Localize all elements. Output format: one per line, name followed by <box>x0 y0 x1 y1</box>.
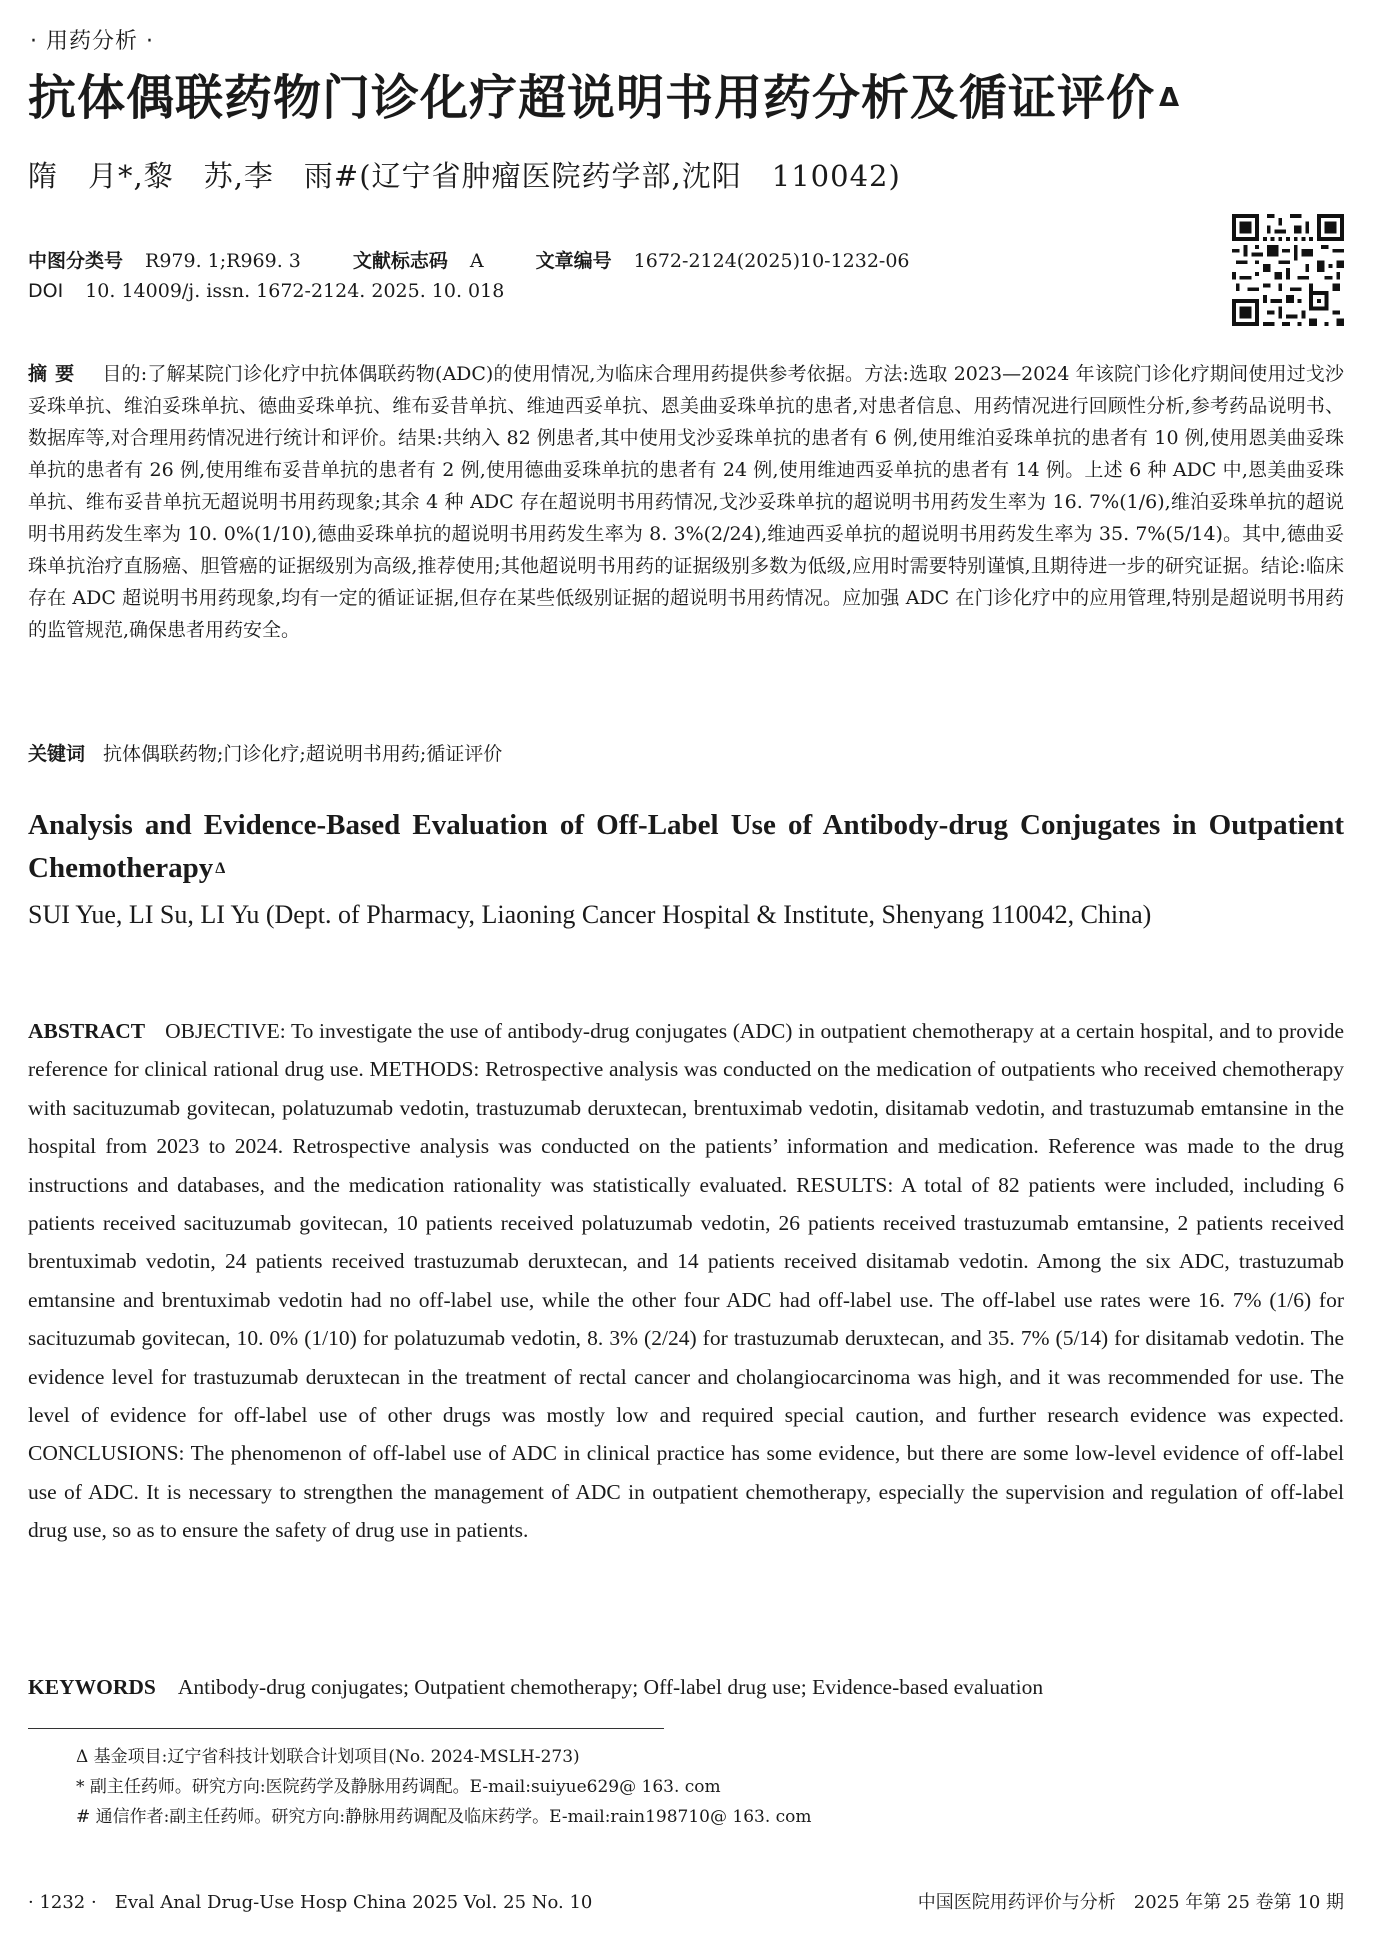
clc-value: R979. 1;R969. 3 <box>145 250 301 272</box>
footer-journal-en: · 1232 · Eval Anal Drug-Use Hosp China 2025 Vol. 25 No. 10 <box>28 1892 593 1913</box>
chinese-keywords-label: 关键词 <box>28 743 86 765</box>
chinese-abstract-label: 摘要 <box>28 363 83 385</box>
chinese-keywords-text: 抗体偶联药物;门诊化疗;超说明书用药;循证评价 <box>103 743 503 765</box>
english-author-line: SUI Yue, LI Su, LI Yu (Dept. of Pharmacy, Liaoning Cancer Hospital & Institute, Shenyang 110042, China) <box>28 900 1152 929</box>
footnote-divider <box>28 1728 664 1729</box>
title-text: 抗体偶联药物门诊化疗超说明书用药分析及循证评价 <box>28 70 1156 126</box>
english-title-footnote-mark: Δ <box>215 860 226 877</box>
footnote-first-author: * 副主任药师。研究方向:医院药学及静脉用药调配。E-mail:suiyue629@ 163. com <box>76 1777 721 1797</box>
english-title-text: Analysis and Evidence-Based Evaluation of Off-Label Use of Antibody-drug Conjugates in Outpatient Chemotherapy <box>28 809 1344 884</box>
title-footnote-mark: Δ <box>1159 83 1181 113</box>
english-keywords <box>28 1668 1344 1706</box>
meta-row <box>28 246 962 276</box>
article-meta <box>28 246 962 306</box>
article-title <box>28 66 1348 130</box>
article-no-value: 1672-2124(2025)10-1232-06 <box>633 250 910 272</box>
chinese-abstract-text: 目的:了解某院门诊化疗中抗体偶联药物(ADC)的使用情况,为临床合理用药提供参考依据。方法:选取 2023—2024 年该院门诊化疗期间使用过戈沙妥珠单抗、维泊妥珠单抗、德曲妥珠单抗、维布妥昔单抗、维迪西妥单抗、恩美曲妥珠单抗的患者,对患者信息、用药情况进行回顾性分析,参考药品说明书、数据库等,对合理用药情况进行统计和评价。结果:共纳入 82 例患者,其中使用戈沙妥珠单抗的患者有 6 例,使用维泊妥珠单抗的患者有 10 例,使用恩美曲妥珠单抗的患者有 26 例,使用维布妥昔单抗的患者有 2 例,使用德曲妥珠单抗的患者有 24 例,使用维迪西妥单抗的患者有 14 例。上述 6 种 ADC 中,恩美曲妥珠单抗、维布妥昔单抗无超说明书用药现象;其余 4 种 ADC 存在超说明书用药情况,戈沙妥珠单抗的超说明书用药发生率为 16. 7%(1/6),维泊妥珠单抗的超说明书用药发生率为 10. 0%(1/10),德曲妥珠单抗的超说明书用药发生率为 8. 3%(2/24),维迪西妥单抗的超说明书用药发生率为 35. 7%(5/14)。其中,德曲妥珠单抗治疗直肠癌、胆管癌的证据级别为高级,推荐使用;其他超说明书用药的证据级别多数为低级,应用时需要特别谨慎,且期待进一步的研究证据。结论:临床存在 ADC 超说明书用药现象,均有一定的循证证据,但存在某些低级别证据的超说明书用药情况。应加强 ADC 在门诊化疗中的应用管理,特别是超说明书用药的监管规范,确保患者用药安全。 <box>28 363 1344 641</box>
english-abstract <box>28 1012 1344 1550</box>
english-abstract-text: OBJECTIVE: To investigate the use of antibody-drug conjugates (ADC) in outpatient chemotherapy at a certain hospital, and to provide reference for clinical rational drug use. METHODS: Retrospective analysis was conducted on the medication of outpatients who received chemotherapy with sacituzumab govitecan, polatuzumab vedotin, trastuzumab deruxtecan, brentuximab vedotin, disitamab vedotin, and trastuzumab emtansine in the hospital from 2023 to 2024. Retrospective analysis was conducted on the patients’ information and medication. Reference was made to the drug instructions and databases, and the medication rationality was statistically evaluated. RESULTS: A total of 82 patients were included, including 6 patients received sacituzumab govitecan, 10 patients received polatuzumab vedotin, 26 patients received trastuzumab emtansine, 2 patients received brentuximab vedotin, 24 patients received trastuzumab deruxtecan, and 14 patients received disitamab vedotin. Among the six ADC, trastuzumab emtansine and brentuximab vedotin had no off-label use, while the other four ADC had off-label use. The off-label use rates were 16. 7% (1/6) for sacituzumab govitecan, 10. 0% (1/10) for polatuzumab vedotin, 8. 3% (2/24) for trastuzumab deruxtecan, and 35. 7% (5/14) for disitamab vedotin. The evidence level for trastuzumab deruxtecan in the treatment of rectal cancer and cholangiocarcinoma was high, and it was recommended for use. The level of evidence for off-label use of other drugs was mostly low and required special caution, and further research evidence was expected. CONCLUSIONS: The phenomenon of off-label use of ADC in clinical practice has some evidence, but there are some low-level evidence of off-label use of ADC. It is necessary to strengthen the management of ADC in outpatient chemotherapy, especially the supervision and regulation of off-label drug use, so as to ensure the safety of drug use in patients. <box>28 1019 1344 1543</box>
english-title <box>28 804 1344 890</box>
english-keywords-text: Antibody-drug conjugates; Outpatient chemotherapy; Off-label drug use; Evidence-based evaluation <box>177 1675 1044 1699</box>
footnote-funding: Δ 基金项目:辽宁省科技计划联合计划项目(No. 2024-MSLH-273) <box>76 1747 580 1767</box>
english-keywords-label: KEYWORDS <box>28 1675 156 1699</box>
doi-label: DOI <box>28 280 64 302</box>
clc-label: 中图分类号 <box>28 250 124 272</box>
doc-code-value: A <box>469 250 484 272</box>
footer-journal-cn: 中国医院用药评价与分析 2025 年第 25 卷第 10 期 <box>917 1892 1344 1913</box>
qr-code-icon[interactable] <box>1232 214 1344 326</box>
chinese-abstract <box>28 358 1344 646</box>
doc-code-label: 文献标志码 <box>352 250 448 272</box>
column-tag: · 用药分析 · <box>30 29 154 54</box>
footnotes <box>76 1742 812 1832</box>
doi-value: 10. 14009/j. issn. 1672-2124. 2025. 10. 018 <box>85 280 505 302</box>
article-no-label: 文章编号 <box>535 250 612 272</box>
footnote-corresponding-author: # 通信作者:副主任药师。研究方向:静脉用药调配及临床药学。E-mail:rain198710@ 163. com <box>76 1807 812 1827</box>
doi-row <box>28 276 962 306</box>
author-line: 隋 月*,黎 苏,李 雨#(辽宁省肿瘤医院药学部,沈阳 110042) <box>28 159 901 193</box>
chinese-keywords <box>28 738 1344 770</box>
page-footer <box>28 1888 1344 1914</box>
english-abstract-label: ABSTRACT <box>28 1019 146 1043</box>
